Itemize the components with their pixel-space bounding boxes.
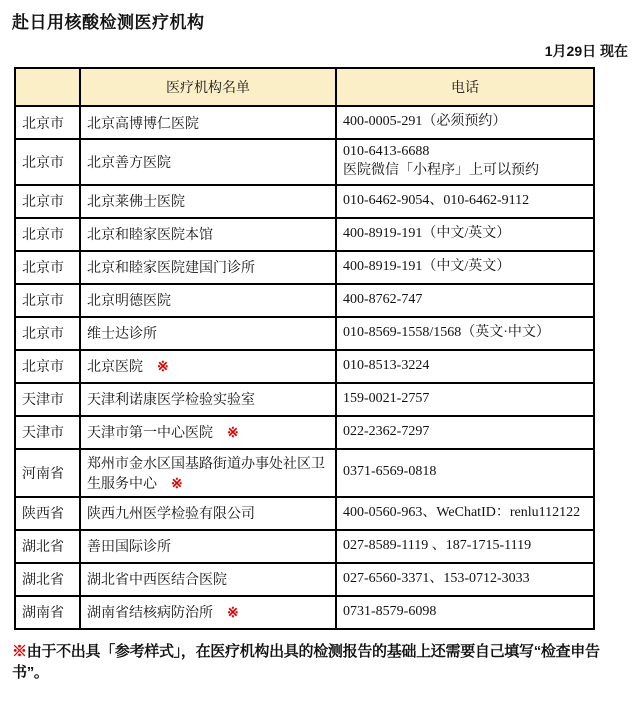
table-row bbox=[15, 185, 594, 218]
phone-line: 027-8589-1119 、187-1715-1119 bbox=[343, 537, 532, 553]
table-row bbox=[15, 563, 594, 596]
reference-note-mark-icon: ※ bbox=[227, 606, 239, 622]
phone-line: 010-8513-3224 bbox=[343, 357, 430, 373]
province-cell: 湖北省 bbox=[15, 530, 80, 563]
province-cell: 陕西省 bbox=[15, 497, 80, 530]
province-cell: 湖南省 bbox=[15, 596, 80, 629]
institution-name: 北京莱佛士医院 bbox=[87, 195, 185, 211]
table-row bbox=[15, 284, 594, 317]
phone-cell bbox=[336, 383, 594, 416]
institution-name: 天津市第一中心医院 bbox=[87, 426, 213, 442]
phone-cell bbox=[336, 563, 594, 596]
phone-line: 0731-8579-6098 bbox=[343, 603, 437, 619]
phone-cell bbox=[336, 185, 594, 218]
table-row bbox=[15, 251, 594, 284]
table-row bbox=[15, 416, 594, 449]
table-row bbox=[15, 218, 594, 251]
table-header-row bbox=[15, 68, 594, 106]
table-row bbox=[15, 497, 594, 530]
phone-cell bbox=[336, 350, 594, 383]
institution-name: 湖南省结核病防治所 bbox=[87, 606, 213, 622]
phone-line: 027-6560-3371、153-0712-3033 bbox=[343, 570, 530, 586]
institution-name-cell bbox=[80, 416, 336, 449]
institution-name: 陕西九州医学检验有限公司 bbox=[87, 507, 255, 523]
phone-cell bbox=[336, 416, 594, 449]
province-cell: 北京市 bbox=[15, 251, 80, 284]
table-row bbox=[15, 449, 594, 497]
province-cell: 北京市 bbox=[15, 317, 80, 350]
institution-name-cell bbox=[80, 218, 336, 251]
province-cell: 天津市 bbox=[15, 383, 80, 416]
province-cell: 北京市 bbox=[15, 284, 80, 317]
page-title: 赴日用核酸检测医疗机构 bbox=[12, 13, 205, 32]
institution-name-cell bbox=[80, 251, 336, 284]
reference-note-mark-icon: ※ bbox=[227, 426, 239, 442]
phone-cell bbox=[336, 596, 594, 629]
institution-name-cell bbox=[80, 563, 336, 596]
institution-name-cell bbox=[80, 497, 336, 530]
phone-line: 400-8762-747 bbox=[343, 291, 423, 307]
phone-cell bbox=[336, 106, 594, 139]
institution-name: 北京和睦家医院建国门诊所 bbox=[87, 261, 255, 277]
phone-cell bbox=[336, 251, 594, 284]
phone-line: 022-2362-7297 bbox=[343, 423, 430, 439]
table-row bbox=[15, 106, 594, 139]
province-cell: 北京市 bbox=[15, 218, 80, 251]
institution-name-cell bbox=[80, 530, 336, 563]
header-region-cell bbox=[15, 68, 80, 106]
province-cell: 河南省 bbox=[15, 449, 80, 497]
phone-line: 0371-6569-0818 bbox=[343, 464, 437, 480]
phone-cell bbox=[336, 218, 594, 251]
phone-line: 010-6462-9054、010-6462-9112 bbox=[343, 192, 530, 208]
institution-name: 维士达诊所 bbox=[87, 327, 157, 343]
phone-cell bbox=[336, 449, 594, 497]
footnote-reference-mark-icon: ※ bbox=[12, 642, 27, 660]
phone-line: 159-0021-2757 bbox=[343, 390, 430, 406]
institution-name: 北京高博博仁医院 bbox=[87, 116, 199, 132]
table-row bbox=[15, 383, 594, 416]
institution-name: 善田国际诊所 bbox=[87, 540, 171, 556]
institution-name-cell bbox=[80, 449, 336, 497]
footnote-text: 由于不出具「参考样式」，在医疗机构出具的检测报告的基础上还需要自己填写“检查申告书”。 bbox=[12, 642, 600, 681]
institution-name-cell bbox=[80, 383, 336, 416]
phone-line: 400-8919-191（中文/英文） bbox=[343, 258, 511, 274]
header-phone-cell: 电话 bbox=[336, 68, 594, 106]
phone-cell bbox=[336, 317, 594, 350]
province-cell: 天津市 bbox=[15, 416, 80, 449]
institutions-table bbox=[14, 67, 595, 630]
reference-note-mark-icon: ※ bbox=[157, 360, 169, 376]
institution-name-cell bbox=[80, 185, 336, 218]
phone-cell bbox=[336, 284, 594, 317]
table-row bbox=[15, 596, 594, 629]
institution-name: 北京和睦家医院本馆 bbox=[87, 228, 213, 244]
institution-name-cell bbox=[80, 139, 336, 185]
reference-note-mark-icon: ※ bbox=[171, 476, 183, 492]
province-cell: 北京市 bbox=[15, 185, 80, 218]
province-cell: 北京市 bbox=[15, 139, 80, 185]
phone-line: 010-6413-6688 bbox=[343, 144, 430, 159]
institution-name: 湖北省中西医结合医院 bbox=[87, 573, 227, 589]
table-row bbox=[15, 350, 594, 383]
table-row bbox=[15, 530, 594, 563]
province-cell: 北京市 bbox=[15, 106, 80, 139]
province-cell: 北京市 bbox=[15, 350, 80, 383]
institution-name-cell bbox=[80, 350, 336, 383]
phone-line: 400-0005-291（必须预约） bbox=[343, 114, 507, 130]
table-row bbox=[15, 317, 594, 350]
institution-name-cell bbox=[80, 284, 336, 317]
phone-cell bbox=[336, 139, 594, 185]
institution-name-cell bbox=[80, 317, 336, 350]
institution-name: 北京善方医院 bbox=[87, 155, 171, 171]
province-cell: 湖北省 bbox=[15, 563, 80, 596]
institution-name: 北京明德医院 bbox=[87, 294, 171, 310]
institution-name: 天津利诺康医学检验实验室 bbox=[87, 393, 255, 409]
institution-name-cell bbox=[80, 106, 336, 139]
phone-line: 010-8569-1558/1568（英文·中文） bbox=[343, 324, 550, 340]
phone-line: 400-8919-191（中文/英文） bbox=[343, 225, 511, 241]
phone-cell bbox=[336, 530, 594, 563]
table-row bbox=[15, 139, 594, 185]
date-label: 1月29日 现在 bbox=[544, 43, 628, 59]
footnote bbox=[12, 640, 628, 682]
institution-name: 北京医院 bbox=[87, 360, 143, 376]
institution-name-cell bbox=[80, 596, 336, 629]
phone-line: 医院微信「小程序」上可以预约 bbox=[343, 162, 539, 178]
phone-cell bbox=[336, 497, 594, 530]
phone-line: 400-0560-963、WeChatID：renlu112122 bbox=[343, 504, 581, 520]
header-institution-cell: 医疗机构名单 bbox=[80, 68, 336, 106]
institution-name: 郑州市金水区国基路街道办事处社区卫生服务中心 bbox=[87, 456, 325, 492]
